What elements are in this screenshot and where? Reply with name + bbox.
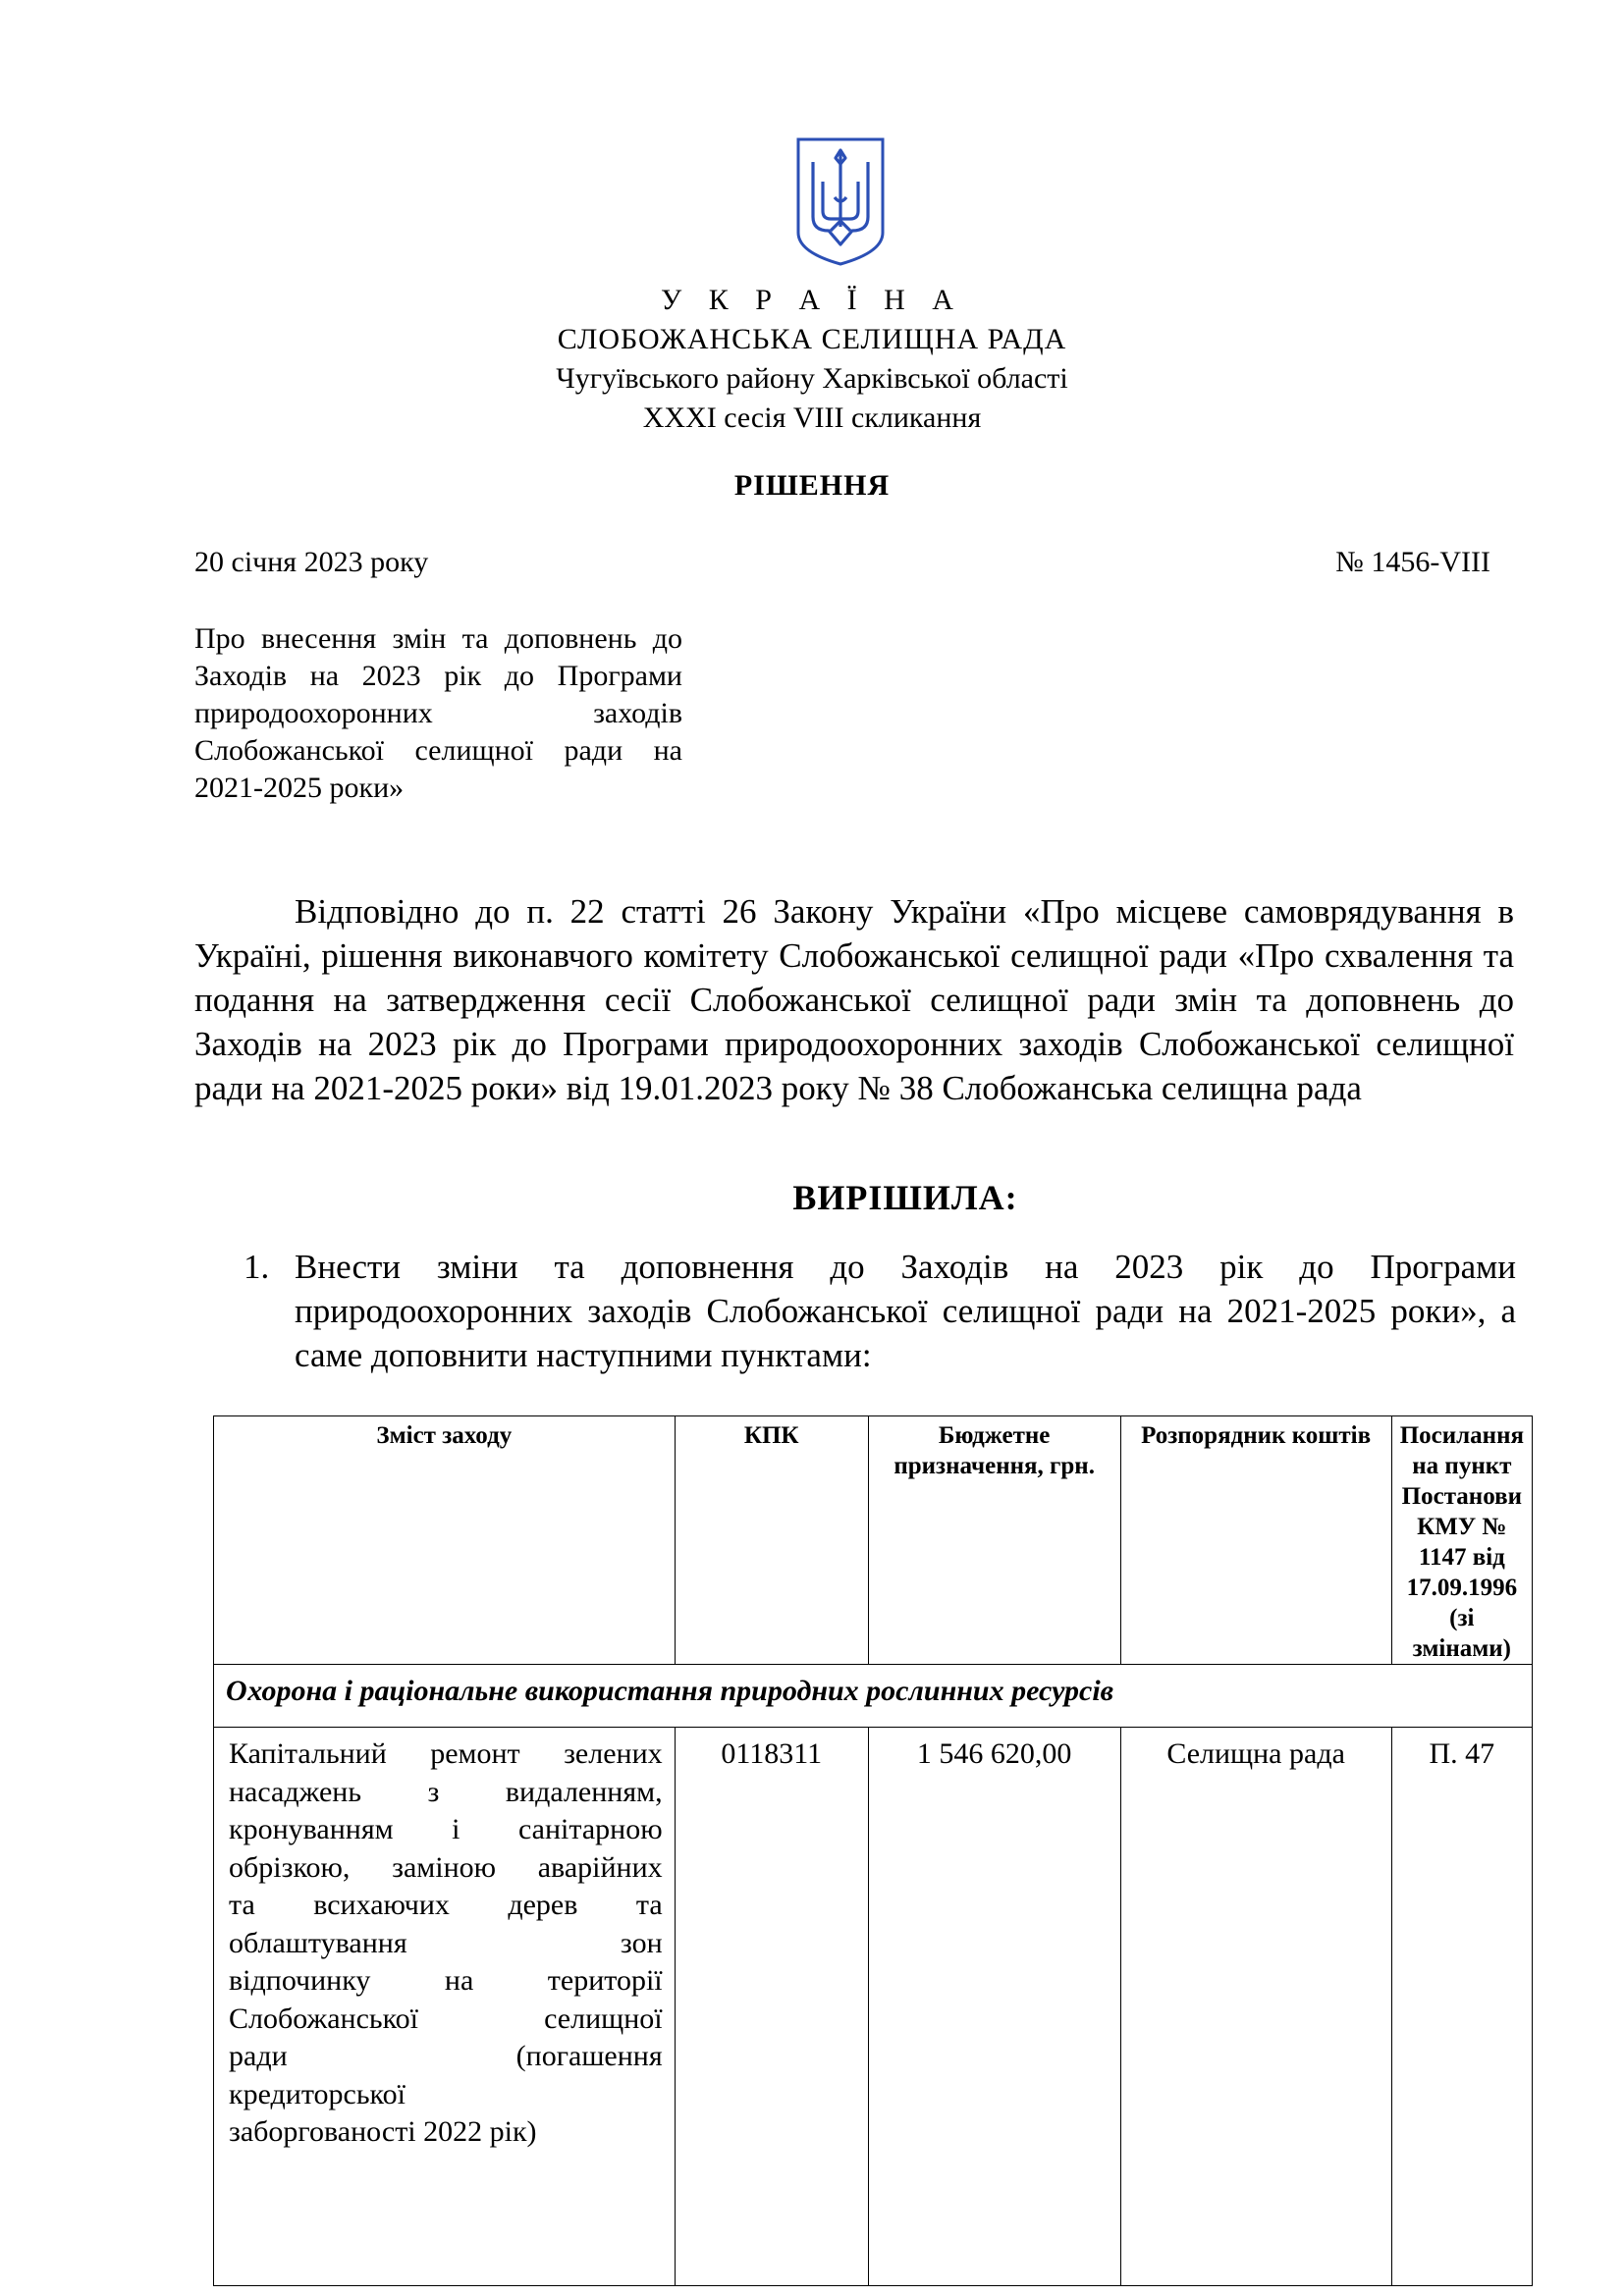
measure-content: Капітальний ремонт зелених насаджень з видаленням, кронуванням і санітарною обрізкою, заміною аварійних та всихаючих дерев та облаштування зон відпочинку на території Слобожанської селищної ради (погашення кредиторської заборгованості 2022 рік)	[214, 1728, 676, 2286]
measure-budget: 1 546 620,00	[868, 1728, 1120, 2286]
resolution-item	[244, 1245, 1516, 1377]
measures-table	[213, 1415, 1533, 2286]
document-number: № 1456-VIIІ	[1335, 546, 1490, 578]
section-title: Охорона і раціональне використання природних рослинних ресурсів	[214, 1665, 1533, 1728]
item-text: Внести зміни та доповнення до Заходів на 2023 рік до Програми природоохоронних заходів Слобожанської селищної ради на 2021-2025 роки», а саме доповнити наступними пунктами:	[295, 1248, 1516, 1374]
session-line: ХХХІ сесія VIIІ скликання	[642, 401, 982, 434]
section-row	[214, 1665, 1533, 1728]
resolved-heading: ВИРІШИЛА:	[792, 1178, 1018, 1217]
council-header	[0, 281, 1624, 438]
council-name: СЛОБОЖАНСЬКА СЕЛИЩНА РАДА	[557, 323, 1067, 355]
header-reference: Посилання на пункт Постанови КМУ № 1147 від 17.09.1996 (зі змінами)	[1391, 1416, 1532, 1665]
header-kpk: КПК	[675, 1416, 868, 1665]
preamble-paragraph: Відповідно до п. 22 статті 26 Закону України «Про місцеве самоврядування в Україні, рішення виконавчого комітету Слобожанської селищної ради «Про схвалення та подання на затвердження сесії Слобожанської селищної ради змін та доповнень до Заходів на 2023 рік до Програми природоохоронних заходів Слобожанської селищної ради на 2021-2025 роки» від 19.01.2023 року № 38 Слобожанська селищна рада	[194, 892, 1514, 1107]
header-content: Зміст заходу	[214, 1416, 676, 1665]
document-date: 20 січня 2023 року	[194, 546, 429, 578]
document-subject: Про внесення змін та доповнень до Заходів на 2023 рік до Програми природоохоронних заходів Слобожанської селищної ради на 2021-2025 роки»	[194, 622, 682, 804]
table-header-row	[214, 1416, 1533, 1665]
table-row	[214, 1728, 1533, 2286]
measure-manager: Селищна рада	[1120, 1728, 1391, 2286]
header-budget: Бюджетне призначення, грн.	[868, 1416, 1120, 1665]
measure-reference: П. 47	[1391, 1728, 1532, 2286]
measure-kpk: 0118311	[675, 1728, 868, 2286]
country-title: У К Р А Ї Н А	[661, 284, 963, 316]
document-type: РІШЕННЯ	[733, 469, 891, 502]
item-number: 1.	[244, 1248, 270, 1286]
coat-of-arms-emblem	[795, 136, 886, 267]
header-manager: Розпорядник коштів	[1120, 1416, 1391, 1665]
council-district: Чугуївського району Харківської області	[556, 362, 1068, 395]
